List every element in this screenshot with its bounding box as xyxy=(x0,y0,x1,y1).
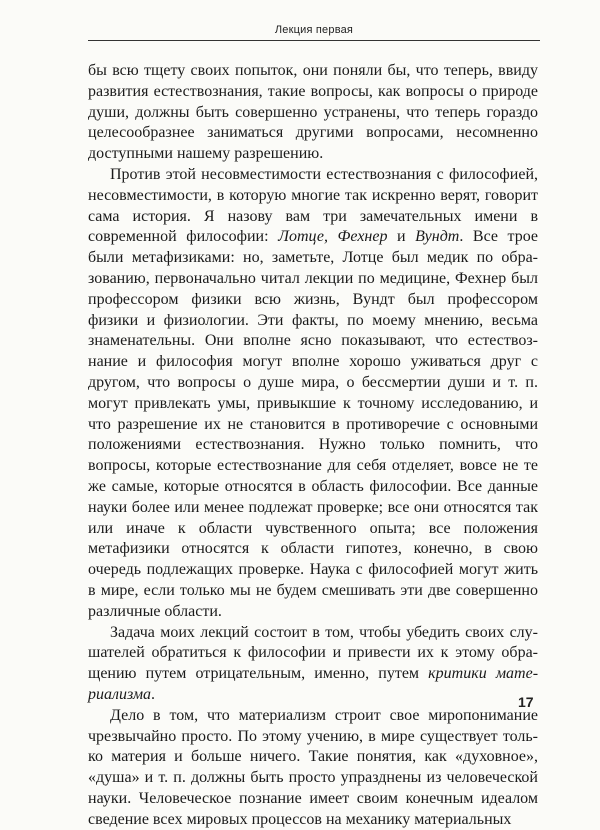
emphasis-critique: критики материализма xyxy=(88,665,539,703)
running-head: Лекция первая xyxy=(274,24,354,36)
paragraph-3-part-a: Задача моих лекций состоит в том, чтобы убедить своих слушателей обратиться к философии и привести их к этому обращению путем отрицательным, именно, путем xyxy=(88,623,538,683)
paragraph-2-part-b: . Все трое были метафизиками: но, заметьте, Лотце был медик по образованию, первоначально читал лекции по медицине, Фехнер был профессором физики всю жизнь, Вундт был профессором физики и физиологии. Эти факты, по моему мнению, весьма знаменательны. Они вполне ясно показывают, что естествознание и философия могут вполне хорошо уживаться друг с другом, что вопросы о душе мира, о бессмертии души и т. п. могут привлекать умы, привыкшие к точному исследованию, и что разрешение их не становится в противоречие с основными положениями естествознания. Нужно только помнить, что вопросы, которые естествознание для себя отделяет, вовсе не те же самые, которые относятся в область философии. Все данные науки более или менее подлежат проверке; все они относятся так или иначе к области чувственного опыта; все положения метафизики относятся к области гипотез, конечно, в свою очередь подлежащих проверке. Наука с философией могут жить в мире, если только мы не будем смешивать эти две совершенно различные области. xyxy=(88,228,539,620)
conjunction: и xyxy=(387,228,416,246)
philosopher-name-wundt: Вундт xyxy=(415,228,460,246)
paragraph-1: бы всю тщету своих попыток, они поняли бы, что теперь, ввиду развития естествознания, такие вопросы, как вопросы о природе души, должны быть совершенно устранены, что теперь гораздо целесообразнее заниматься другими вопросами, несомненно доступными нашему разрешению. xyxy=(88,62,538,163)
paragraph-3 xyxy=(88,623,538,706)
page-number: 17 xyxy=(518,694,534,710)
philosopher-names: Лотце, Фехнер xyxy=(278,228,388,246)
header-rule xyxy=(88,40,540,41)
paragraph-3-part-b: . xyxy=(151,685,156,703)
body-text xyxy=(88,61,538,830)
paragraph-2-part-a: Против этой несовместимости естествознания с философией, несовместимости, в которую многие так искренно верят, говорит сама история. Я назову вам три замечательных имени в современной философии: xyxy=(88,165,538,246)
paragraph-4: Дело в том, что материализм строит свое миропонимание чрезвычайно просто. По этому учению, в мире существует только материя и больше ничего. Такие понятия, как «духовное», «душа» и т. п. должны быть просто упразднены из человеческой науки. Человеческое познание имеет своим конечным идеалом сведение всех мировых процессов на механику материальных xyxy=(88,706,538,828)
paragraph-2 xyxy=(88,165,538,623)
